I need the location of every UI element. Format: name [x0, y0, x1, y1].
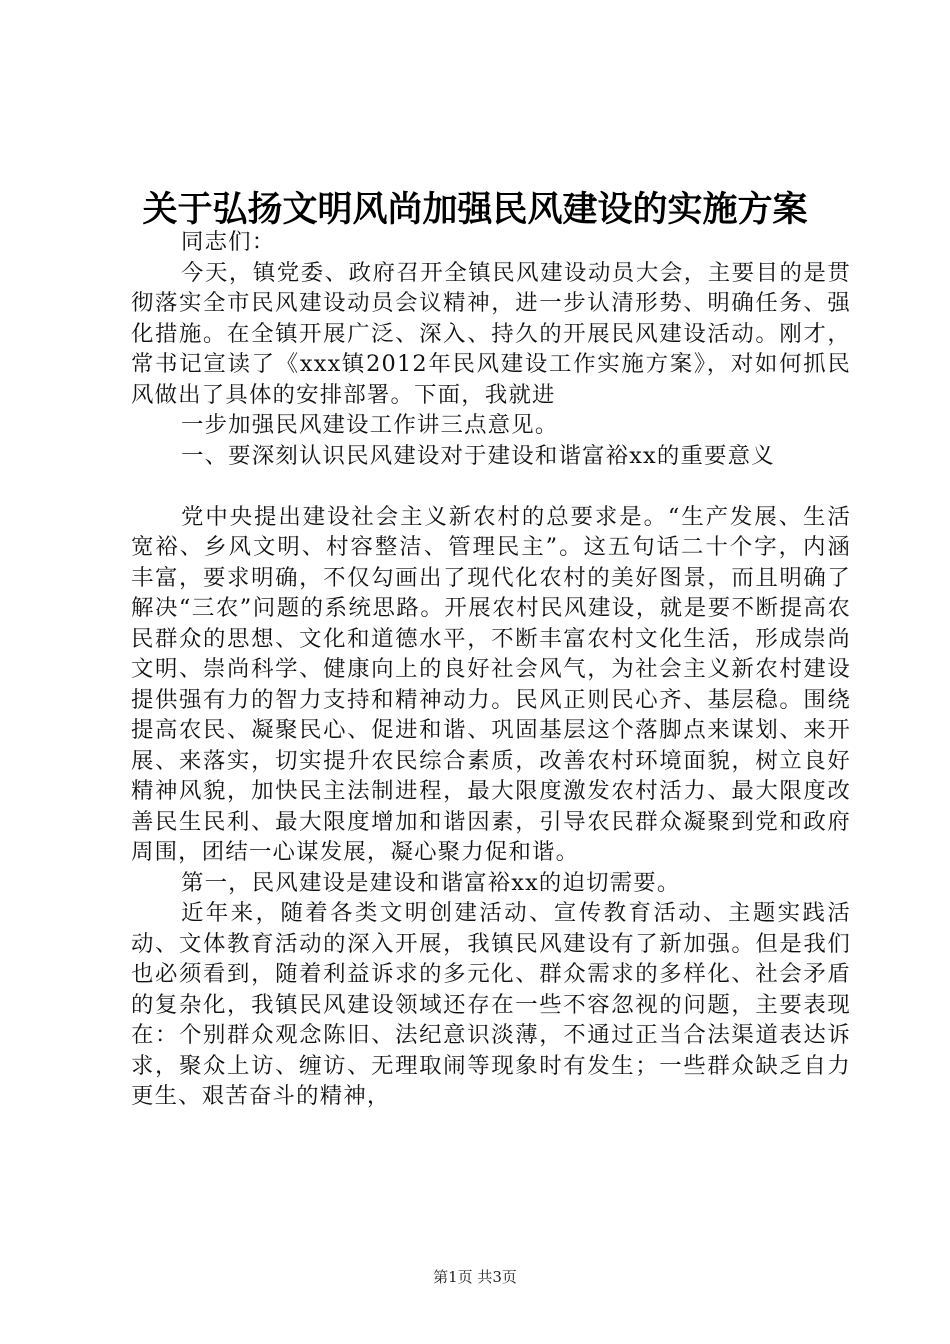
body-paragraph: 党中央提出建设社会主义新农村的总要求是。“生产发展、生活宽裕、乡风文明、村容整洁、管理民主”。这五句话二十个字，内涵丰富，要求明确，不仅勾画出了现代化农村的美好图景，而且明确了解决“三农”问题的系统思路。开展农村民风建设，就是要不断提高农民群众的思想、文化和道德水平，不断丰富农村文化生活，形成崇尚文明、崇尚科学、健康向上的良好社会风气，为社会主义新农村建设提供强有力的智力支持和精神动力。民风正则民心齐、基层稳。围绕提高农民、凝聚民心、促进和谐、巩固基层这个落脚点来谋划、来开展、来落实，切实提升农民综合素质，改善农村环境面貌，树立良好精神风貌，加快民主法制进程，最大限度激发农村活力、最大限度改善民生民利、最大限度增加和谐因素，引导农民群众凝聚到党和政府周围，团结一心谋发展，凝心聚力促和谐。 — [131, 503, 851, 865]
document-title: 关于弘扬文明风尚加强民风建设的实施方案 — [142, 189, 808, 230]
intro-paragraph: 今天，镇党委、政府召开全镇民风建设动员大会，主要目的是贯彻落实全市民风建设动员会议精神，进一步认清形势、明确任务、强化措施。在全镇开展广泛、深入、持久的开展民风建设活动。刚才，常书记宣读了《xxx镇2012年民风建设工作实施方案》，对如何抓民风做出了具体的安排部署。下面，我就进 — [131, 259, 851, 408]
subheading-first: 第一，民风建设是建设和谐富裕xx的迫切需要。 — [181, 869, 681, 896]
document-body — [131, 227, 851, 1112]
body-paragraph: 近年来，随着各类文明创建活动、宣传教育活动、主题实践活动、文体教育活动的深入开展，我镇民风建设有了新加强。但是我们也必须看到，随着利益诉求的多元化、群众需求的多样化、社会矛盾的复杂化，我镇民风建设领域还存在一些不容忽视的问题，主要表现在：个别群众观念陈旧、法纪意识淡薄，不通过正当合法渠道表达诉求，聚众上访、缠访、无理取闹等现象时有发生；一些群众缺乏自力更生、艰苦奋斗的精神， — [131, 900, 851, 1109]
blank-line — [131, 471, 851, 502]
section-heading-1: 一、要深刻认识民风建设对于建设和谐富裕xx的重要意义 — [181, 442, 775, 469]
intro-continuation-paragraph: 一步加强民风建设工作讲三点意见。 — [181, 412, 559, 438]
salutation-paragraph: 同志们： — [181, 229, 276, 255]
page-footer: 第1页 共3页 — [433, 1268, 517, 1286]
